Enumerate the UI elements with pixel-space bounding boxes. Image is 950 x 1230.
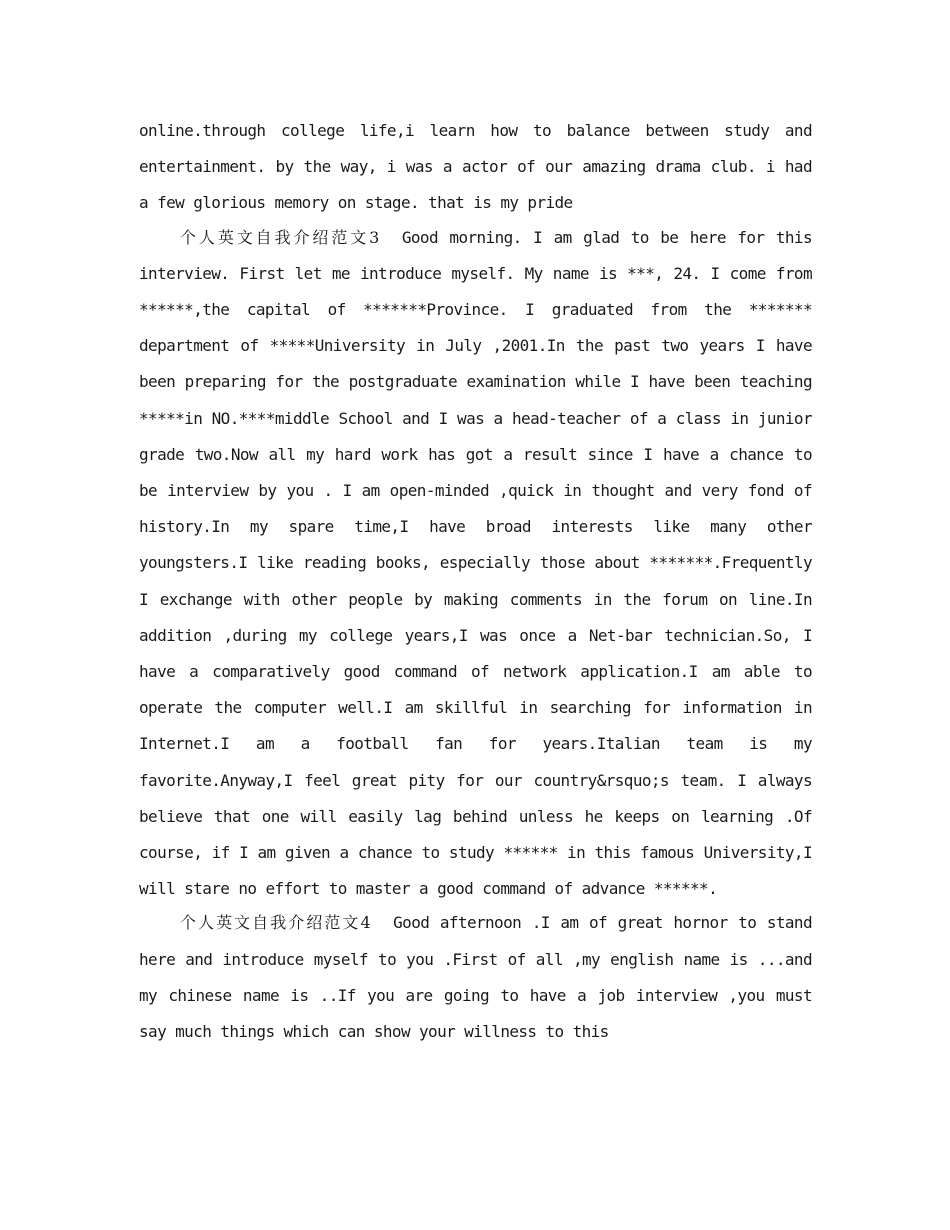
paragraph-text: online.through college life,i learn how to balance between study and entertainment. by the way, i was a actor of our amazing drama club. i had a few glorious memory on stage. that is my pride — [139, 121, 812, 213]
paragraph-continuation — [139, 113, 812, 222]
paragraph-sample-3 — [139, 220, 812, 908]
document-body — [139, 113, 812, 1050]
section-heading: 个人英文自我介绍范文3 — [180, 227, 380, 247]
paragraph-sample-4 — [139, 905, 812, 1050]
paragraph-text: Good morning. I am glad to be here for this interview. First let me introduce myself. My name is ***, 24. I come from ******,the capital of *******Province. I graduated from the ******* department of *****University in July ,2001.In the past two years I have been preparing for the postgraduate examination while I have been teaching *****in NO.****middle School and I was a head-teacher of a class in junior grade two.Now all my hard work has got a result since I have a chance to be interview by you . I am open-minded ,quick in thought and very fond of history.In my spare time,I have broad interests like many other youngsters.I like reading books, especially those about *******.Frequently I exchange with other people by making comments in the forum on line.In addition ,during my college years,I was once a Net-bar technician.So, I have a comparatively good command of network application.I am able to operate the computer well.I am skillful in searching for information in Internet.I am a football fan for years.Italian team is my favorite.Anyway,I feel great pity for our country&rsquo;s team. I always believe that one will easily lag behind unless he keeps on learning .Of course, if I am given a chance to study ****** in this famous University,I will stare no effort to master a good command of advance ******. — [139, 227, 812, 899]
paragraph-text: Good afternoon .I am of great hornor to stand here and introduce myself to you .First of all ,my english name is ...and my chinese name is ..If you are going to have a job interview ,you must say much things which can show your willness to this — [139, 913, 812, 1042]
section-heading: 个人英文自我介绍范文4 — [180, 913, 372, 933]
